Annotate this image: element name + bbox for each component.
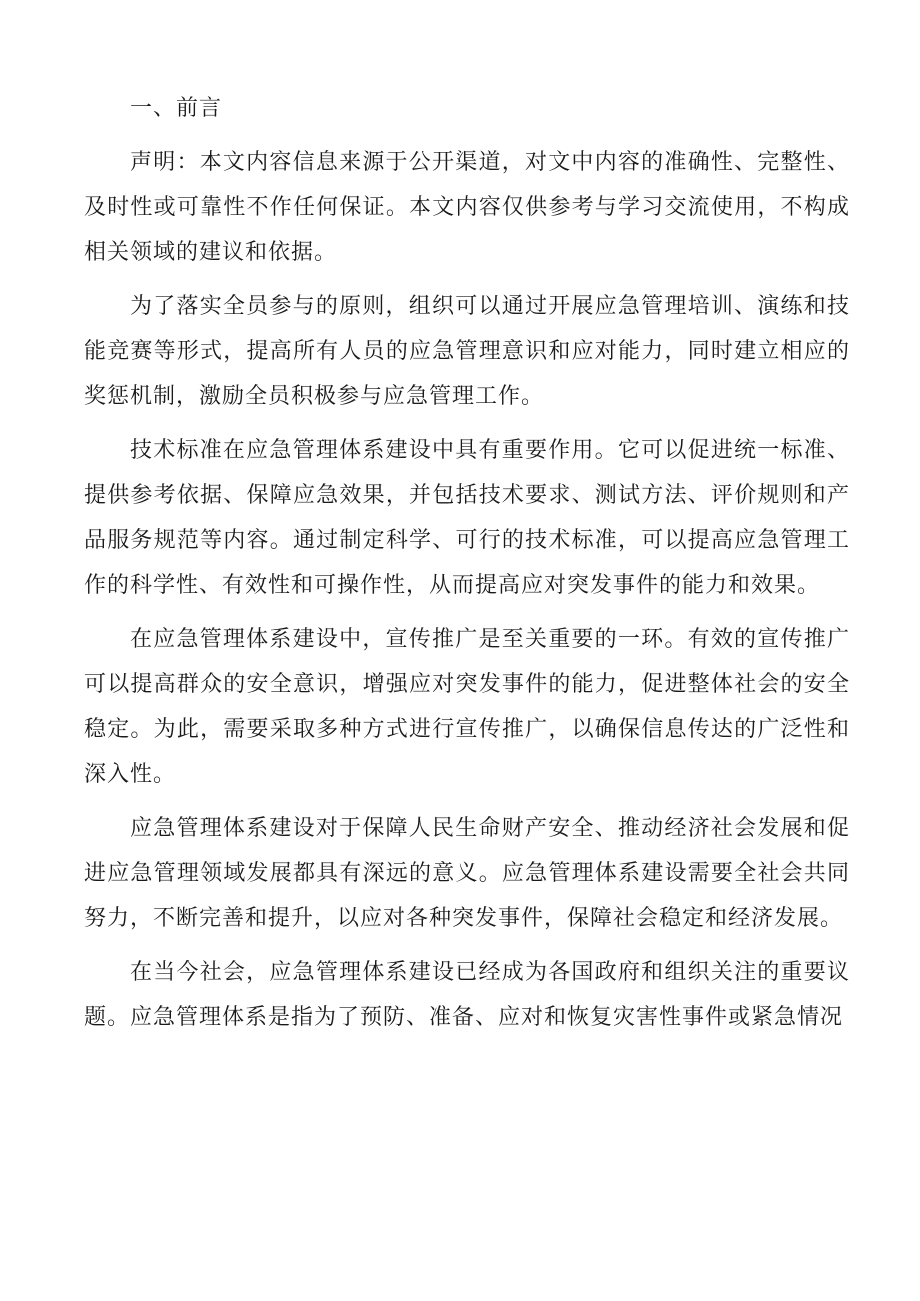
paragraph-disclaimer: 声明：本文内容信息来源于公开渠道，对文中内容的准确性、完整性、及时性或可靠性不作任何保证。本文内容仅供参考与学习交流使用，不构成相关领域的建议和依据。 [84, 150, 850, 265]
paragraph-technical-standards: 技术标准在应急管理体系建设中具有重要作用。它可以促进统一标准、提供参考依据、保障应急效果，并包括技术要求、测试方法、评价规则和产品服务规范等内容。通过制定科学、可行的技术标准，可以提高应急管理工作的科学性、有效性和可操作性，从而提高应对突发事件的能力和效果。 [84, 438, 850, 598]
paragraph-significance: 应急管理体系建设对于保障人民生命财产安全、推动经济社会发展和促进应急管理领域发展都具有深远的意义。应急管理体系建设需要全社会共同努力，不断完善和提升，以应对各种突发事件，保障社会稳定和经济发展。 [84, 816, 850, 931]
paragraph-current-society: 在当今社会，应急管理体系建设已经成为各国政府和组织关注的重要议题。应急管理体系是指为了预防、准备、应对和恢复灾害性事件或紧急情况 [84, 960, 850, 1030]
document-page [84, 86, 850, 1049]
paragraph-publicity: 在应急管理体系建设中，宣传推广是至关重要的一环。有效的宣传推广可以提高群众的安全意识，增强应对突发事件的能力，促进整体社会的安全稳定。为此，需要采取多种方式进行宣传推广，以确保信息传达的广泛性和深入性。 [84, 627, 850, 787]
paragraph-full-participation: 为了落实全员参与的原则，组织可以通过开展应急管理培训、演练和技能竞赛等形式，提高所有人员的应急管理意识和应对能力，同时建立相应的奖惩机制，激励全员积极参与应急管理工作。 [84, 294, 850, 409]
section-heading: 一、前言 [130, 96, 223, 121]
